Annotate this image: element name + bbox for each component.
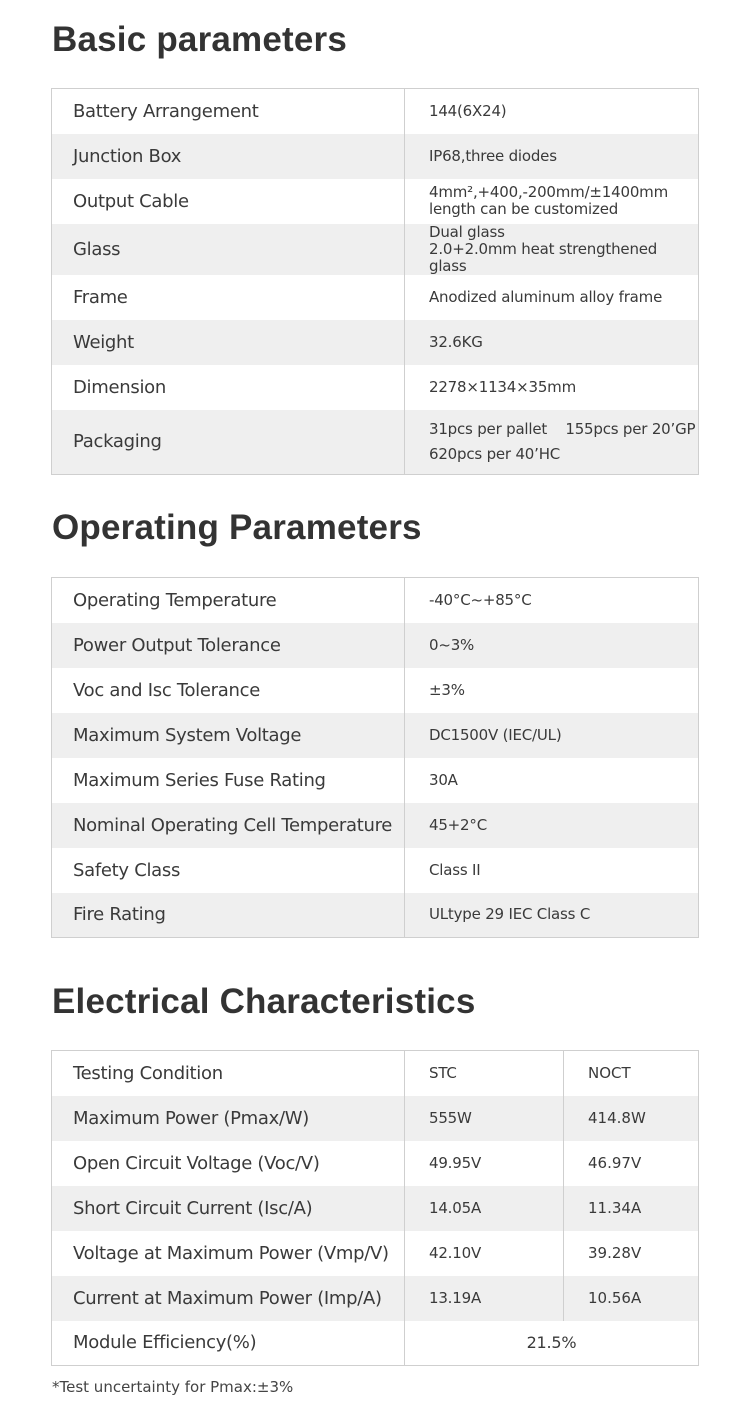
basic-parameters-table [51,88,699,475]
basic-parameters-title: Basic parameters [52,20,348,59]
row-value: 45+2°C [405,803,699,848]
row-label: Power Output Tolerance [52,623,405,668]
row-stc-value: 14.05A [405,1186,564,1231]
row-value: IP68,three diodes [405,134,699,179]
table-row [52,848,699,893]
row-label: Voc and Isc Tolerance [52,668,405,713]
row-label: Output Cable [52,179,405,224]
row-value: Anodized aluminum alloy frame [405,275,699,320]
operating-parameters-table [51,577,699,938]
row-value: 2278×1134×35mm [405,365,699,410]
row-value: 32.6KG [405,320,699,365]
table-row [52,758,699,803]
row-label: Maximum Power (Pmax/W) [52,1096,405,1141]
row-label: Junction Box [52,134,405,179]
header-noct: NOCT [564,1051,699,1096]
table-row [52,179,699,224]
table-row [52,578,699,623]
table-row [52,668,699,713]
operating-parameters-title: Operating Parameters [52,508,422,547]
row-label: Dimension [52,365,405,410]
table-row [52,275,699,320]
row-label: Maximum System Voltage [52,713,405,758]
row-value: 30A [405,758,699,803]
table-row [52,1186,699,1231]
row-label: Nominal Operating Cell Temperature [52,803,405,848]
row-label: Voltage at Maximum Power (Vmp/V) [52,1231,405,1276]
table-row [52,410,699,475]
row-value: -40°C~+85°C [405,578,699,623]
row-label: Maximum Series Fuse Rating [52,758,405,803]
table-row [52,803,699,848]
row-value: 4mm²,+400,-200mm/±1400mm length can be customized [405,179,699,224]
table-row [52,893,699,938]
table-row [52,224,699,275]
row-value: ±3% [405,668,699,713]
electrical-characteristics-table [51,1050,699,1366]
table-header-row [52,1051,699,1096]
row-noct-value: 46.97V [564,1141,699,1186]
table-row [52,623,699,668]
row-label: Open Circuit Voltage (Voc/V) [52,1141,405,1186]
row-noct-value: 414.8W [564,1096,699,1141]
row-noct-value: 10.56A [564,1276,699,1321]
row-value: Dual glass 2.0+2.0mm heat strengthened glass [405,224,699,275]
table-row [52,89,699,134]
test-uncertainty-footnote: *Test uncertainty for Pmax:±3% [52,1378,294,1396]
header-stc: STC [405,1051,564,1096]
row-stc-value: 49.95V [405,1141,564,1186]
row-value: ULtype 29 IEC Class C [405,893,699,938]
table-row [52,1276,699,1321]
row-label: Current at Maximum Power (Imp/A) [52,1276,405,1321]
row-stc-value: 13.19A [405,1276,564,1321]
header-label: Testing Condition [52,1051,405,1096]
table-row [52,365,699,410]
table-row [52,1321,699,1366]
row-label: Safety Class [52,848,405,893]
module-efficiency-value: 21.5% [405,1321,699,1366]
row-noct-value: 11.34A [564,1186,699,1231]
table-row [52,1231,699,1276]
row-label: Packaging [52,410,405,475]
row-stc-value: 42.10V [405,1231,564,1276]
row-value: 144(6X24) [405,89,699,134]
table-row [52,320,699,365]
table-row [52,134,699,179]
row-stc-value: 555W [405,1096,564,1141]
row-value: 0~3% [405,623,699,668]
row-label: Weight [52,320,405,365]
row-label: Operating Temperature [52,578,405,623]
table-row [52,1096,699,1141]
table-row [52,713,699,758]
row-label: Glass [52,224,405,275]
row-label: Frame [52,275,405,320]
row-label: Short Circuit Current (Isc/A) [52,1186,405,1231]
row-value: 31pcs per pallet 155pcs per 20’GP 620pcs per 40’HC [405,410,699,475]
row-label: Module Efficiency(%) [52,1321,405,1366]
table-row [52,1141,699,1186]
row-value: DC1500V (IEC/UL) [405,713,699,758]
electrical-characteristics-title: Electrical Characteristics [52,982,476,1021]
row-label: Fire Rating [52,893,405,938]
row-noct-value: 39.28V [564,1231,699,1276]
row-label: Battery Arrangement [52,89,405,134]
row-value: Class II [405,848,699,893]
